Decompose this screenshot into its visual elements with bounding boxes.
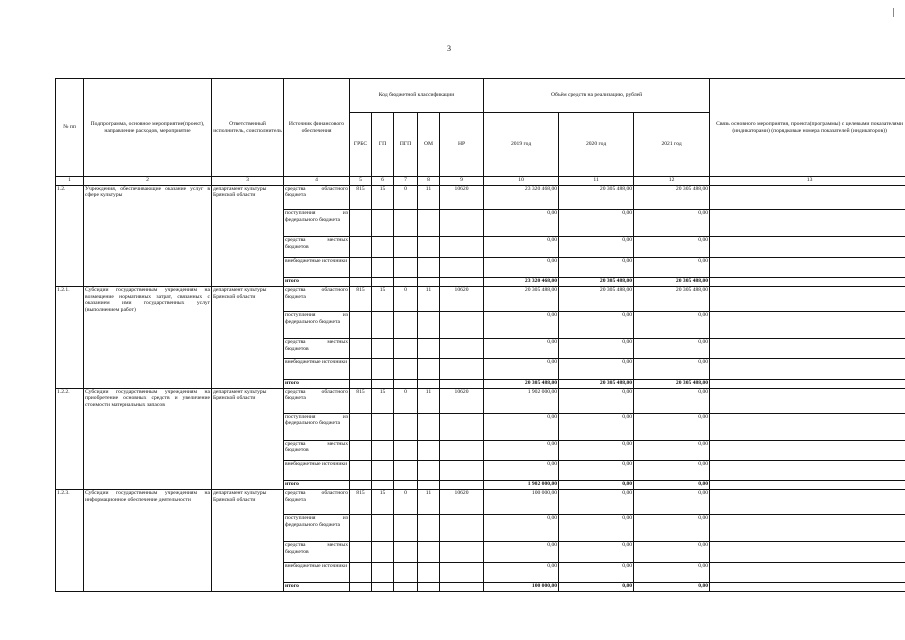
amount-2019: 0,00 <box>484 562 559 582</box>
amount-2020: 20 305 488,00 <box>559 278 634 287</box>
grbs-code <box>350 359 372 379</box>
header-amount: Объём средств на реализацию, рублей <box>484 79 710 113</box>
om-code <box>418 515 440 542</box>
amount-2021: 0,00 <box>634 359 710 379</box>
amount-2020: 0,00 <box>559 490 634 515</box>
indicator-link <box>710 562 905 582</box>
om-code <box>418 210 440 237</box>
amount-2021: 20 305 488,00 <box>634 278 710 287</box>
indicator-link <box>710 359 905 379</box>
om-code <box>418 339 440 359</box>
indicator-link <box>710 311 905 338</box>
indicator-link <box>710 379 905 388</box>
funding-source: внебюджетные источники <box>284 359 350 379</box>
funding-source: итого <box>284 379 350 388</box>
indicator-link <box>710 257 905 277</box>
pgp-code: 0 <box>394 490 418 515</box>
table-row <box>56 185 905 210</box>
gp-code: 15 <box>372 185 394 210</box>
om-code <box>418 311 440 338</box>
om-code: 11 <box>418 287 440 312</box>
responsible-executor: департамент культуры Брянской области <box>212 287 284 389</box>
amount-2020: 0,00 <box>559 210 634 237</box>
nr-code <box>440 379 484 388</box>
nr-code <box>440 257 484 277</box>
nr-code: 10620 <box>440 287 484 312</box>
amount-2021: 0,00 <box>634 542 710 562</box>
funding-source: итого <box>284 278 350 287</box>
grbs-code <box>350 413 372 440</box>
funding-source: средства областного бюджета <box>284 287 350 312</box>
om-code <box>418 237 440 257</box>
column-index: 10 <box>484 177 559 186</box>
amount-2021: 0,00 <box>634 257 710 277</box>
grbs-code <box>350 440 372 460</box>
nr-code <box>440 562 484 582</box>
indicator-link <box>710 515 905 542</box>
pgp-code <box>394 515 418 542</box>
amount-2021: 0,00 <box>634 413 710 440</box>
gp-code <box>372 359 394 379</box>
amount-2021: 0,00 <box>634 481 710 490</box>
column-index: 4 <box>284 177 350 186</box>
indicator-link <box>710 339 905 359</box>
row-number: 1.2.3. <box>56 490 84 592</box>
amount-2021: 0,00 <box>634 582 710 591</box>
nr-code <box>440 339 484 359</box>
gp-code <box>372 237 394 257</box>
amount-2020: 0,00 <box>559 413 634 440</box>
pgp-code <box>394 413 418 440</box>
gp-code <box>372 379 394 388</box>
amount-2020: 20 305 488,00 <box>559 185 634 210</box>
grbs-code <box>350 481 372 490</box>
funding-source: поступления из федерального бюджета <box>284 515 350 542</box>
amount-2019: 23 320 468,00 <box>484 185 559 210</box>
gp-code <box>372 481 394 490</box>
om-code <box>418 278 440 287</box>
amount-2019: 0,00 <box>484 257 559 277</box>
header-source: Источник финансового обеспечения <box>284 79 350 177</box>
amount-2019: 0,00 <box>484 413 559 440</box>
funding-source: средства местных бюджетов <box>284 339 350 359</box>
column-index: 11 <box>559 177 634 186</box>
om-code <box>418 460 440 480</box>
amount-2019: 20 305 488,00 <box>484 287 559 312</box>
grbs-code: 815 <box>350 185 372 210</box>
funding-source: итого <box>284 582 350 591</box>
header-nr: НР <box>440 113 484 177</box>
gp-code: 15 <box>372 287 394 312</box>
indicator-link <box>710 237 905 257</box>
nr-code <box>440 542 484 562</box>
column-index: 12 <box>634 177 710 186</box>
header-om: ОМ <box>418 113 440 177</box>
pgp-code <box>394 379 418 388</box>
amount-2019: 0,00 <box>484 339 559 359</box>
om-code <box>418 257 440 277</box>
nr-code <box>440 210 484 237</box>
amount-2021: 0,00 <box>634 237 710 257</box>
pgp-code <box>394 339 418 359</box>
funding-source: внебюджетные источники <box>284 562 350 582</box>
row-number: 1.2.2. <box>56 388 84 490</box>
om-code <box>418 359 440 379</box>
grbs-code <box>350 257 372 277</box>
gp-code <box>372 257 394 277</box>
amount-2021: 0,00 <box>634 388 710 413</box>
table-row <box>56 388 905 413</box>
indicator-link <box>710 287 905 312</box>
header-subprogram: Подпрограмма, основное мероприятие(проект), направление расходов, мероприятие <box>84 79 212 177</box>
pgp-code: 0 <box>394 287 418 312</box>
amount-2020: 0,00 <box>559 359 634 379</box>
amount-2020: 0,00 <box>559 237 634 257</box>
header-gp: ГП <box>372 113 394 177</box>
pgp-code <box>394 237 418 257</box>
amount-2021: 20 305 488,00 <box>634 185 710 210</box>
pgp-code <box>394 257 418 277</box>
amount-2020: 0,00 <box>559 542 634 562</box>
header-responsible: Ответственный исполнитель, соисполнитель <box>212 79 284 177</box>
grbs-code <box>350 237 372 257</box>
header-2020: 2020 год <box>559 113 634 177</box>
responsible-executor: департамент культуры Брянской области <box>212 185 284 287</box>
gp-code <box>372 582 394 591</box>
indicator-link <box>710 481 905 490</box>
om-code <box>418 582 440 591</box>
grbs-code <box>350 582 372 591</box>
amount-2021: 0,00 <box>634 210 710 237</box>
amount-2019: 1 902 000,00 <box>484 388 559 413</box>
gp-code <box>372 311 394 338</box>
indicator-link <box>710 440 905 460</box>
grbs-code: 815 <box>350 490 372 515</box>
grbs-code <box>350 460 372 480</box>
amount-2019: 23 320 468,00 <box>484 278 559 287</box>
header-2019: 2019 год <box>484 113 559 177</box>
column-index: 9 <box>440 177 484 186</box>
column-index-row <box>56 177 905 186</box>
amount-2021: 0,00 <box>634 490 710 515</box>
column-index: 3 <box>212 177 284 186</box>
amount-2019: 0,00 <box>484 515 559 542</box>
header-budget-code: Код бюджетной классификации <box>350 79 484 113</box>
grbs-code <box>350 210 372 237</box>
header-num: № пп <box>56 79 84 177</box>
funding-source: средства областного бюджета <box>284 185 350 210</box>
row-number: 1.2.1. <box>56 287 84 389</box>
pgp-code <box>394 562 418 582</box>
pgp-code <box>394 460 418 480</box>
funding-source: средства местных бюджетов <box>284 440 350 460</box>
responsible-executor: департамент культуры Брянской области <box>212 388 284 490</box>
column-index: 8 <box>418 177 440 186</box>
grbs-code <box>350 515 372 542</box>
amount-2019: 0,00 <box>484 359 559 379</box>
pgp-code: 0 <box>394 185 418 210</box>
pgp-code <box>394 359 418 379</box>
gp-code <box>372 460 394 480</box>
nr-code: 10620 <box>440 490 484 515</box>
funding-source: внебюджетные источники <box>284 460 350 480</box>
amount-2020: 20 305 488,00 <box>559 379 634 388</box>
grbs-code <box>350 379 372 388</box>
indicator-link <box>710 210 905 237</box>
budget-table <box>55 78 905 592</box>
nr-code <box>440 582 484 591</box>
amount-2019: 0,00 <box>484 460 559 480</box>
om-code <box>418 413 440 440</box>
grbs-code: 815 <box>350 287 372 312</box>
gp-code <box>372 413 394 440</box>
amount-2021: 0,00 <box>634 460 710 480</box>
pgp-code <box>394 481 418 490</box>
funding-source: поступления из федерального бюджета <box>284 413 350 440</box>
gp-code <box>372 339 394 359</box>
om-code <box>418 440 440 460</box>
row-number: 1.2. <box>56 185 84 287</box>
grbs-code <box>350 562 372 582</box>
amount-2019: 0,00 <box>484 542 559 562</box>
nr-code: 10620 <box>440 388 484 413</box>
amount-2019: 100 000,00 <box>484 582 559 591</box>
om-code: 11 <box>418 388 440 413</box>
measure-description: Субсидии государственным учреждениям на приобретение основных средств и увеличение стоимости материальных запасов <box>84 388 212 490</box>
indicator-link <box>710 185 905 210</box>
amount-2019: 100 000,00 <box>484 490 559 515</box>
nr-code: 10620 <box>440 185 484 210</box>
indicator-link <box>710 278 905 287</box>
om-code: 11 <box>418 185 440 210</box>
column-index: 5 <box>350 177 372 186</box>
column-index: 1 <box>56 177 84 186</box>
header-grbs: ГРБС <box>350 113 372 177</box>
gp-code <box>372 542 394 562</box>
amount-2020: 0,00 <box>559 311 634 338</box>
grbs-code <box>350 542 372 562</box>
amount-2020: 0,00 <box>559 562 634 582</box>
amount-2019: 0,00 <box>484 440 559 460</box>
amount-2020: 0,00 <box>559 481 634 490</box>
gp-code <box>372 278 394 287</box>
pgp-code <box>394 210 418 237</box>
margin-mark <box>893 8 894 17</box>
amount-2021: 0,00 <box>634 440 710 460</box>
amount-2020: 20 305 488,00 <box>559 287 634 312</box>
indicator-link <box>710 460 905 480</box>
amount-2021: 20 305 488,00 <box>634 287 710 312</box>
measure-description: Субсидии государственным учреждениям на информационное обеспечение деятельности <box>84 490 212 592</box>
column-index: 2 <box>84 177 212 186</box>
funding-source: средства местных бюджетов <box>284 237 350 257</box>
nr-code <box>440 278 484 287</box>
om-code <box>418 481 440 490</box>
amount-2021: 0,00 <box>634 339 710 359</box>
amount-2021: 0,00 <box>634 562 710 582</box>
table-body <box>56 177 905 592</box>
column-index: 6 <box>372 177 394 186</box>
nr-code <box>440 311 484 338</box>
om-code: 11 <box>418 490 440 515</box>
amount-2020: 0,00 <box>559 582 634 591</box>
page-number: 3 <box>447 44 451 53</box>
funding-source: поступления из федерального бюджета <box>284 311 350 338</box>
column-index: 13 <box>710 177 905 186</box>
amount-2020: 0,00 <box>559 460 634 480</box>
funding-source: средства областного бюджета <box>284 490 350 515</box>
funding-source: поступления из федерального бюджета <box>284 210 350 237</box>
grbs-code <box>350 311 372 338</box>
indicator-link <box>710 490 905 515</box>
grbs-code <box>350 278 372 287</box>
pgp-code <box>394 311 418 338</box>
amount-2020: 0,00 <box>559 440 634 460</box>
gp-code <box>372 562 394 582</box>
amount-2021: 20 305 488,00 <box>634 379 710 388</box>
nr-code <box>440 481 484 490</box>
funding-source: средства областного бюджета <box>284 388 350 413</box>
gp-code: 15 <box>372 388 394 413</box>
pgp-code <box>394 278 418 287</box>
funding-source: средства местных бюджетов <box>284 542 350 562</box>
om-code <box>418 542 440 562</box>
nr-code <box>440 413 484 440</box>
nr-code <box>440 359 484 379</box>
header-2021: 2021 год <box>634 113 710 177</box>
nr-code <box>440 515 484 542</box>
amount-2020: 0,00 <box>559 339 634 359</box>
gp-code <box>372 440 394 460</box>
header-pgp: ПГП <box>394 113 418 177</box>
nr-code <box>440 460 484 480</box>
indicator-link <box>710 413 905 440</box>
gp-code <box>372 515 394 542</box>
pgp-code: 0 <box>394 388 418 413</box>
column-index: 7 <box>394 177 418 186</box>
table-row <box>56 287 905 312</box>
grbs-code: 815 <box>350 388 372 413</box>
table-row <box>56 490 905 515</box>
pgp-code <box>394 440 418 460</box>
pgp-code <box>394 582 418 591</box>
indicator-link <box>710 388 905 413</box>
responsible-executor: департамент культуры Брянской области <box>212 490 284 592</box>
gp-code <box>372 210 394 237</box>
amount-2019: 0,00 <box>484 210 559 237</box>
amount-2019: 0,00 <box>484 237 559 257</box>
amount-2020: 0,00 <box>559 388 634 413</box>
om-code <box>418 562 440 582</box>
header-link: Связь основного мероприятия, проекта(программы) с целевыми показателями (индикаторами) (порядковые номера показателей (индикаторов)) <box>710 79 905 177</box>
funding-source: итого <box>284 481 350 490</box>
indicator-link <box>710 582 905 591</box>
indicator-link <box>710 542 905 562</box>
funding-source: внебюджетные источники <box>284 257 350 277</box>
amount-2021: 0,00 <box>634 515 710 542</box>
nr-code <box>440 440 484 460</box>
amount-2020: 0,00 <box>559 515 634 542</box>
amount-2019: 1 902 000,00 <box>484 481 559 490</box>
measure-description: Учреждения, обеспечивающие оказание услуг в сфере культуры <box>84 185 212 287</box>
gp-code: 15 <box>372 490 394 515</box>
om-code <box>418 379 440 388</box>
amount-2019: 0,00 <box>484 311 559 338</box>
measure-description: Субсидии государственным учреждениям на возмещение нормативных затрат, связанных с оказанием ими государственных услуг (выполнением работ) <box>84 287 212 389</box>
nr-code <box>440 237 484 257</box>
amount-2021: 0,00 <box>634 311 710 338</box>
pgp-code <box>394 542 418 562</box>
grbs-code <box>350 339 372 359</box>
amount-2019: 20 305 488,00 <box>484 379 559 388</box>
amount-2020: 0,00 <box>559 257 634 277</box>
